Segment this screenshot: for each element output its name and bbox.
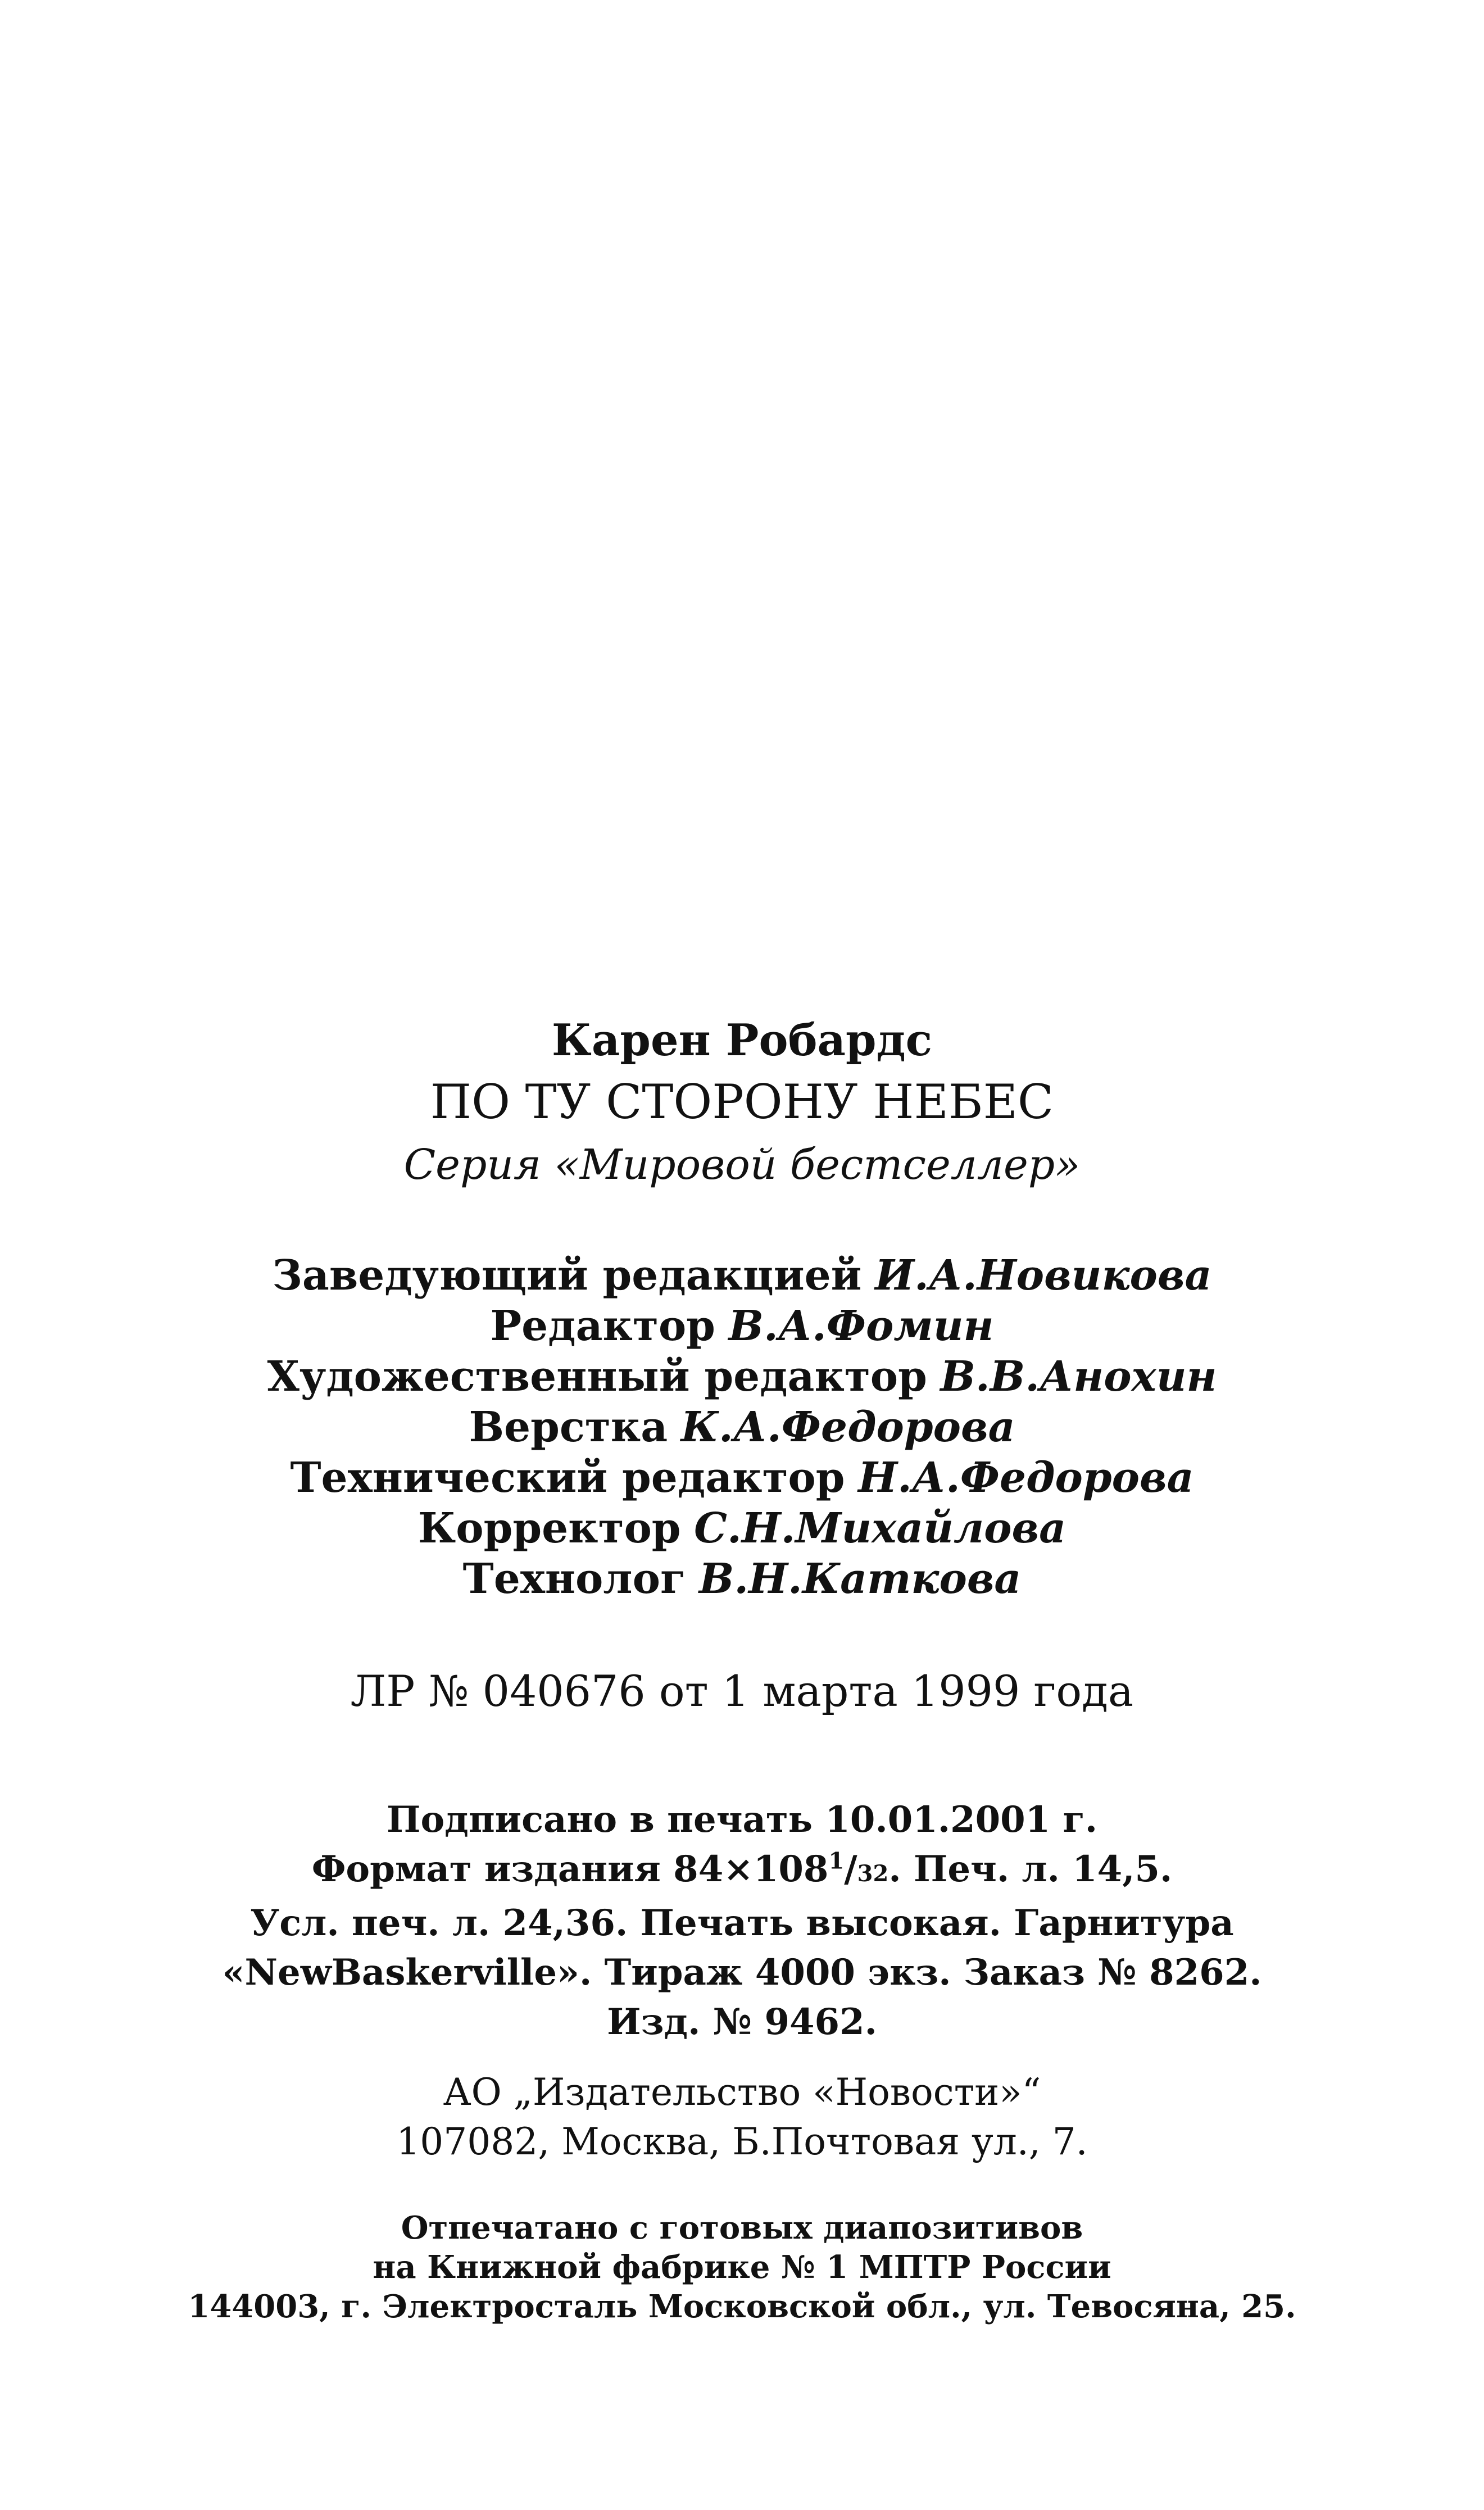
staff-person: В.А.Фомин: [728, 1302, 994, 1350]
staff-person: В.В.Анохин: [940, 1352, 1217, 1401]
imprint-typeface: «NewBaskerville». Тираж 4000 экз. Заказ № 8262.: [222, 1951, 1262, 1994]
imprint-format-suffix: . Печ. л. 14,5.: [888, 1848, 1173, 1890]
staff-role: Редактор: [490, 1302, 715, 1350]
title-block: [0, 1011, 1484, 1196]
printer-address: 144003, г. Электросталь Московской обл., ул. Тевосяна, 25.: [188, 2288, 1296, 2325]
imprint-format-sub: 32: [857, 1860, 889, 1887]
license-number: ЛР № 040676 от 1 марта 1999 года: [350, 1666, 1134, 1716]
publisher-address: 107082, Москва, Б.Почтовая ул., 7.: [396, 2120, 1088, 2163]
staff-role: Технолог: [462, 1555, 686, 1603]
staff-person: Н.А.Федорова: [858, 1454, 1194, 1502]
staff-person: В.Н.Каткова: [698, 1555, 1022, 1603]
publisher-block: [0, 2068, 1484, 2167]
staff-role: Художественный редактор: [267, 1352, 927, 1401]
staff-line: [0, 1554, 1484, 1604]
imprint-format-prefix: Формат издания 84×108: [311, 1848, 829, 1890]
publisher-name: АО „Издательство «Новости»“: [443, 2071, 1041, 2114]
staff-role: Корректор: [417, 1504, 681, 1553]
staff-line: [0, 1250, 1484, 1301]
staff-line: [0, 1453, 1484, 1503]
printer-block: [0, 2208, 1484, 2326]
printer-line: Отпечатано с готовых диапозитивов: [401, 2209, 1083, 2246]
book-author: Карен Робардс: [551, 1015, 933, 1066]
imprint-edition: Изд. № 9462.: [607, 2001, 877, 2043]
staff-line: [0, 1503, 1484, 1554]
license-block: [0, 1663, 1484, 1719]
printer-line: на Книжной фабрике № 1 МПТР России: [373, 2249, 1111, 2286]
staff-role: Верстка: [469, 1403, 668, 1451]
book-title: ПО ТУ СТОРОНУ НЕБЕС: [430, 1074, 1054, 1129]
imprint-signed: Подписано в печать 10.01.2001 г.: [387, 1799, 1097, 1841]
staff-person: К.А.Федорова: [680, 1403, 1015, 1451]
staff-role: Заведующий редакцией: [272, 1251, 862, 1300]
editorial-staff: [0, 1250, 1484, 1604]
imprint-format-slash: /: [844, 1848, 857, 1890]
staff-line: [0, 1351, 1484, 1402]
imprint-format-sup: 1: [828, 1848, 845, 1874]
book-series: Серия «Мировой бестселлер»: [403, 1141, 1081, 1189]
imprint-sheets: Усл. печ. л. 24,36. Печать высокая. Гарнитура: [250, 1902, 1234, 1944]
staff-line: [0, 1301, 1484, 1351]
staff-person: С.Н.Михайлова: [694, 1504, 1067, 1553]
imprint-format: [0, 1845, 1484, 1899]
staff-role: Технический редактор: [290, 1454, 845, 1502]
staff-line: [0, 1402, 1484, 1453]
staff-person: И.А.Новикова: [875, 1251, 1212, 1300]
imprint-block: [0, 1795, 1484, 2047]
